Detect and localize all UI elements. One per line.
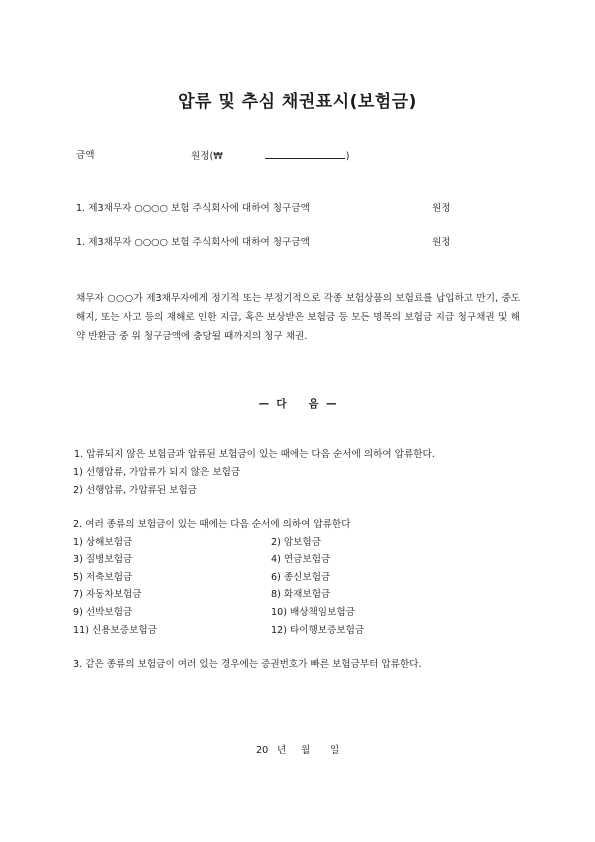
section2-item: 10) 배상책임보험금 xyxy=(271,607,355,618)
date-year: 20 xyxy=(256,745,269,756)
amount-label: 금액 xyxy=(76,150,95,161)
debtor-line-1-unit: 원정 xyxy=(432,203,451,214)
amount-prefix: 원정(₩ xyxy=(191,151,223,162)
claim-description: 채무자 ○○○가 제3채무자에게 정기적 또는 부정기적으로 각종 보험상품의 보험료를 납입하고 만기, 중도해지, 또는 사고 등의 재해로 인한 지급, 혹은 보상받은 보험금 등 모든 명목의 보험금 지급 청구채권 및 해약 반환금 중 위 청구금액에 충당될 때까지의 청구 채권. xyxy=(76,293,520,342)
section2-item: 2) 암보험금 xyxy=(271,537,321,548)
date-year-unit: 년 xyxy=(277,745,287,756)
section2-item: 7) 자동차보험금 xyxy=(73,589,142,600)
section1-item: 2) 선행압류, 가압류된 보험금 xyxy=(73,485,197,496)
heading-dash-left: — xyxy=(258,398,270,410)
heading-word-1: 다 xyxy=(276,398,287,410)
amount-blank-line xyxy=(265,150,345,159)
section2-item: 3) 질병보험금 xyxy=(73,554,133,565)
section1-title: 1. 압류되지 않은 보험금과 압류된 보험금이 있는 때에는 다음 순서에 의하여 압류한다. xyxy=(74,449,435,460)
section2-item: 6) 종신보험금 xyxy=(271,572,331,583)
section2-item: 11) 신용보증보험금 xyxy=(73,625,157,636)
amount-value xyxy=(191,150,350,163)
section2-item: 4) 연금보험금 xyxy=(271,554,331,565)
date-day-unit: 일 xyxy=(330,745,340,756)
heading-dash-right: — xyxy=(325,398,337,410)
document-title: 압류 및 추심 채권표시(보험금) xyxy=(178,92,417,112)
section2-item: 9) 선박보험금 xyxy=(73,607,133,618)
amount-suffix: ) xyxy=(345,151,350,162)
section2-item: 12) 타이행보증보험금 xyxy=(271,625,365,636)
date-month-unit: 월 xyxy=(301,745,311,756)
section3-title: 3. 같은 종류의 보험금이 여러 있는 경우에는 증권번호가 빠른 보험금부터 압류한다. xyxy=(73,659,422,670)
section2-title: 2. 여러 종류의 보험금이 있는 때에는 다음 순서에 의하여 압류한다 xyxy=(73,519,351,530)
section2-item: 8) 화재보험금 xyxy=(271,589,331,600)
heading-word-2: 음 xyxy=(308,398,319,410)
debtor-line-2: 1. 제3채무자 ○○○○ 보험 주식회사에 대하여 청구금액 xyxy=(76,237,310,248)
section-heading xyxy=(0,396,595,411)
section2-item: 1) 상해보험금 xyxy=(73,537,133,548)
debtor-line-2-unit: 원정 xyxy=(432,237,451,248)
section1-item: 1) 선행압류, 가압류가 되지 않은 보험금 xyxy=(73,467,241,478)
section2-item: 5) 저축보험금 xyxy=(73,572,133,583)
debtor-line-1: 1. 제3채무자 ○○○○ 보험 주식회사에 대하여 청구금액 xyxy=(76,203,310,214)
